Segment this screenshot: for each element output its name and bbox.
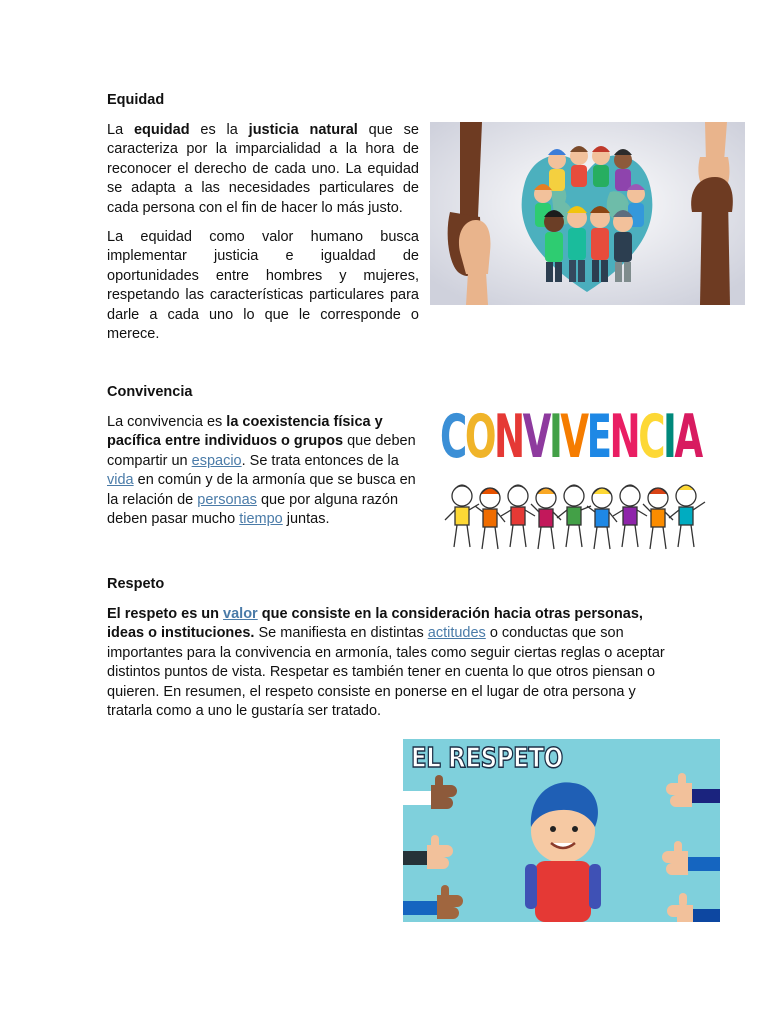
respeto-paragraph: El respeto es un valor que consiste en la consideración hacia otras personas, ideas o instituciones. Se manifiesta en distintas actitudes o conductas que son importantes para la convivencia en armonía, tales como seguir ciertas reglas o aceptar distintos puntos de vista. Respetar es también tener en cuenta lo que otros piensan o quieren. En resumen, el respeto consiste en ponerse en el lugar de otra persona y tratarla como a uno le gustaría ser tratado. xyxy=(107,606,665,720)
respeto-illustration xyxy=(403,739,720,922)
convivencia-letter: V xyxy=(522,402,549,472)
convivencia-illustration xyxy=(432,388,727,568)
equidad-illustration xyxy=(430,122,745,305)
convivencia-letter: N xyxy=(609,402,639,472)
equidad-paragraph-2: La equidad como valor humano busca implementar justicia e igualdad de oportunidades entre hombres y mujeres, respetando las características particulares para darle a cada uno lo que le corresponde o merece. xyxy=(107,229,419,343)
equidad-paragraph-1: La equidad es la justicia natural que se caracteriza por la imparcialidad a la hora de reconocer el derecho de cada uno. La equidad se adapta a las necesidades particulares de cada persona con el fin de hacer lo más justo. xyxy=(107,122,419,216)
convivencia-letter: N xyxy=(493,402,523,472)
convivencia-letter: A xyxy=(674,402,701,472)
link-actitudes[interactable]: actitudes xyxy=(427,625,486,642)
children-group xyxy=(432,478,727,568)
convivencia-letter: I xyxy=(548,402,561,472)
convivencia-letter: C xyxy=(440,402,465,472)
convivencia-letter: I xyxy=(663,402,675,472)
convivencia-letter: E xyxy=(586,402,610,472)
respeto-image-caption: EL RESPETO xyxy=(411,741,563,774)
link-vida[interactable]: vida xyxy=(107,472,134,489)
link-tiempo[interactable]: tiempo xyxy=(239,511,283,528)
link-valor[interactable]: valor xyxy=(223,606,258,622)
convivencia-letter: O xyxy=(464,402,494,472)
section-title-equidad: Equidad xyxy=(107,92,165,108)
convivencia-title-art xyxy=(440,398,701,476)
convivencia-letter: C xyxy=(638,402,664,472)
convivencia-paragraph: La convivencia es la coexistencia física y pacífica entre individuos o grupos que deben compartir un espacio. Se trata entonces de la vida en común y de la armonía que se busca en la relación de personas que por alguna razón deben pasar mucho tiempo juntas. xyxy=(107,414,416,528)
section-title-respeto: Respeto xyxy=(107,576,165,592)
link-espacio[interactable]: espacio xyxy=(191,452,242,469)
convivencia-letter: V xyxy=(560,402,587,472)
section-title-convivencia: Convivencia xyxy=(107,384,193,400)
link-personas[interactable]: personas xyxy=(197,491,257,508)
